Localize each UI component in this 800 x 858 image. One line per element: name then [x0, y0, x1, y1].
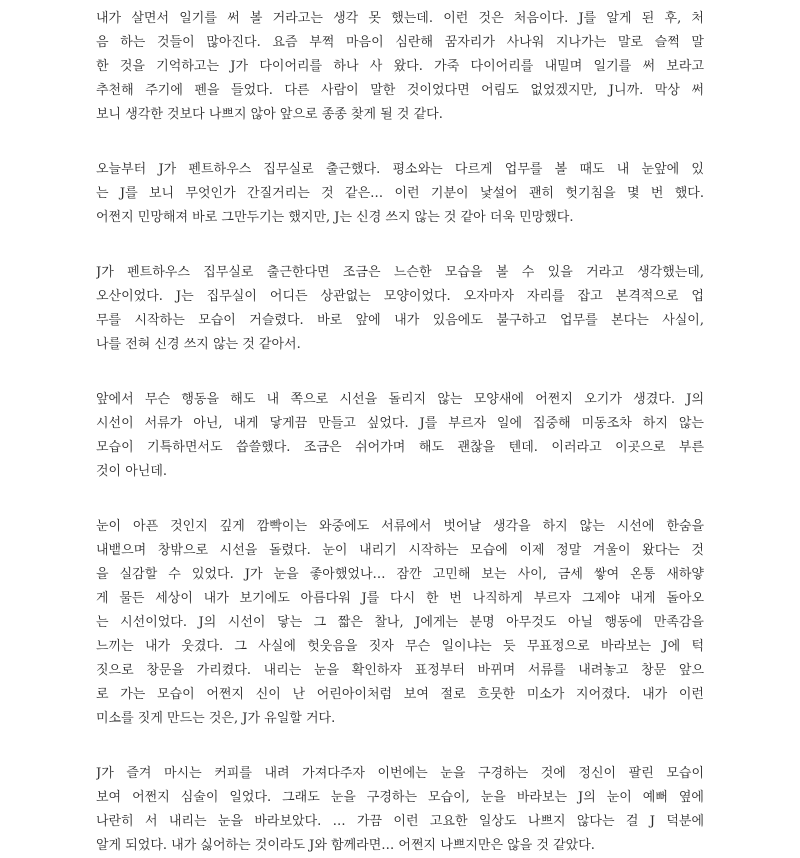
text-line: 로 가는 모습이 어쩐지 신이 난 어린아이처럼 보여 절로 흐뭇한 미소가 지어졌다. 내가 이런	[96, 687, 704, 702]
text-line: 는 J를 보니 무엇인가 간질거리는 것 같은… 이런 기분이 낯설어 괜히 헛기침을 몇 번 했다.	[96, 186, 704, 201]
paragraph-4	[96, 388, 704, 484]
paragraph-2	[96, 158, 704, 230]
text-line: 느끼는 내가 웃겼다. 그 사실에 헛웃음을 짓자 무슨 일이냐는 듯 무표정으로 바라보는 J에 턱	[96, 639, 704, 654]
text-line: 음 하는 것들이 많아진다. 요즘 부쩍 마음이 심란해 꿈자리가 사나워 지나가는 말로 슬쩍 말	[96, 35, 704, 50]
text-line: 알게 되었다. 내가 싫어하는 것이라도 J와 함께라면… 어쩐지 나쁘지만은 않을 것 같았다.	[96, 838, 595, 853]
text-line: 내뱉으며 창밖으로 시선을 돌렸다. 눈이 내리기 시작하는 모습에 이제 정말 겨울이 왔다는 것	[96, 543, 704, 558]
text-line: 는 시선이었다. J의 시선이 닿는 그 짧은 찰나, J에게는 분명 아무것도 아닐 행동에 만족감을	[96, 615, 704, 630]
text-line: 어쩐지 민망해져 바로 그만두기는 했지만, J는 신경 쓰지 않는 것 같아 더욱 민망했다.	[96, 210, 574, 225]
text-line: 앞에서 무슨 행동을 해도 내 쪽으로 시선을 돌리지 않는 모양새에 어쩐지 오기가 생겼다. J의	[96, 392, 704, 407]
text-line: 한 것을 기억하고는 J가 다이어리를 하나 사 왔다. 가죽 다이어리를 내밀며 일기를 써 보라고	[96, 59, 704, 74]
text-line: 추천해 주기에 펜을 들었다. 다른 사람이 말한 것이었다면 어림도 없었겠지만, J니까. 막상 써	[96, 83, 704, 98]
text-line: 나란히 서 내리는 눈을 바라보았다. … 가끔 이런 고요한 일상도 나쁘지 않다는 걸 J 덕분에	[96, 814, 704, 829]
text-line: 미소를 짓게 만드는 것은, J가 유일할 거다.	[96, 711, 336, 726]
text-line: 무를 시작하는 모습이 거슬렸다. 바로 앞에 내가 있음에도 불구하고 업무를 본다는 사실이,	[96, 313, 704, 328]
text-line: 시선이 서류가 아닌, 내게 닿게끔 만들고 싶었다. J를 부르자 일에 집중해 미동조차 하지 않는	[96, 416, 704, 431]
text-line: J가 펜트하우스 집무실로 출근한다면 조금은 느슨한 모습을 볼 수 있을 거라고 생각했는데,	[96, 265, 704, 280]
paragraph-3	[96, 261, 704, 357]
text-line: 짓으로 창문을 가리켰다. 내리는 눈을 확인하자 표정부터 바뀌며 서류를 내려놓고 창문 앞으	[96, 663, 704, 678]
text-line: 눈이 아픈 것인지 깊게 깜빡이는 와중에도 서류에서 벗어날 생각을 하지 않는 시선에 한숨을	[96, 519, 704, 534]
paragraph-6	[96, 762, 704, 858]
text-line: 을 실감할 수 있었다. J가 눈을 좋아했었나… 잠깐 고민해 보는 사이, 금세 쌓여 온통 새하얗	[96, 567, 704, 582]
text-line: 보니 생각한 것보다 나쁘지 않아 앞으로 종종 찾게 될 것 같다.	[96, 107, 443, 122]
paragraph-1	[96, 7, 704, 127]
text-line: 모습이 기특하면서도 씁쓸했다. 조금은 쉬어가며 해도 괜찮을 텐데. 이러라고 이곳으로 부른	[96, 440, 704, 455]
text-line: 오늘부터 J가 펜트하우스 집무실로 출근했다. 평소와는 다르게 업무를 볼 때도 내 눈앞에 있	[96, 162, 704, 177]
text-line: 게 물든 세상이 내가 보기에도 아름다워 J를 다시 한 번 나직하게 부르자 그제야 내게 돌아오	[96, 591, 704, 606]
text-line: 나를 전혀 신경 쓰지 않는 것 같아서.	[96, 337, 301, 352]
text-line: J가 즐겨 마시는 커피를 내려 가져다주자 이번에는 눈을 구경하는 것에 정신이 팔린 모습이	[96, 766, 704, 781]
text-line: 내가 살면서 일기를 써 볼 거라고는 생각 못 했는데. 이런 것은 처음이다. J를 알게 된 후, 처	[96, 11, 704, 26]
text-line: 보여 어쩐지 심술이 일었다. 그래도 눈을 구경하는 모습이, 눈을 바라보는 J의 눈이 예뻐 옆에	[96, 790, 704, 805]
text-line: 것이 아닌데.	[96, 464, 168, 479]
paragraph-5	[96, 515, 704, 731]
text-line: 오산이었다. J는 집무실이 어디든 상관없는 모양이었다. 오자마자 자리를 잡고 본격적으로 업	[96, 289, 704, 304]
